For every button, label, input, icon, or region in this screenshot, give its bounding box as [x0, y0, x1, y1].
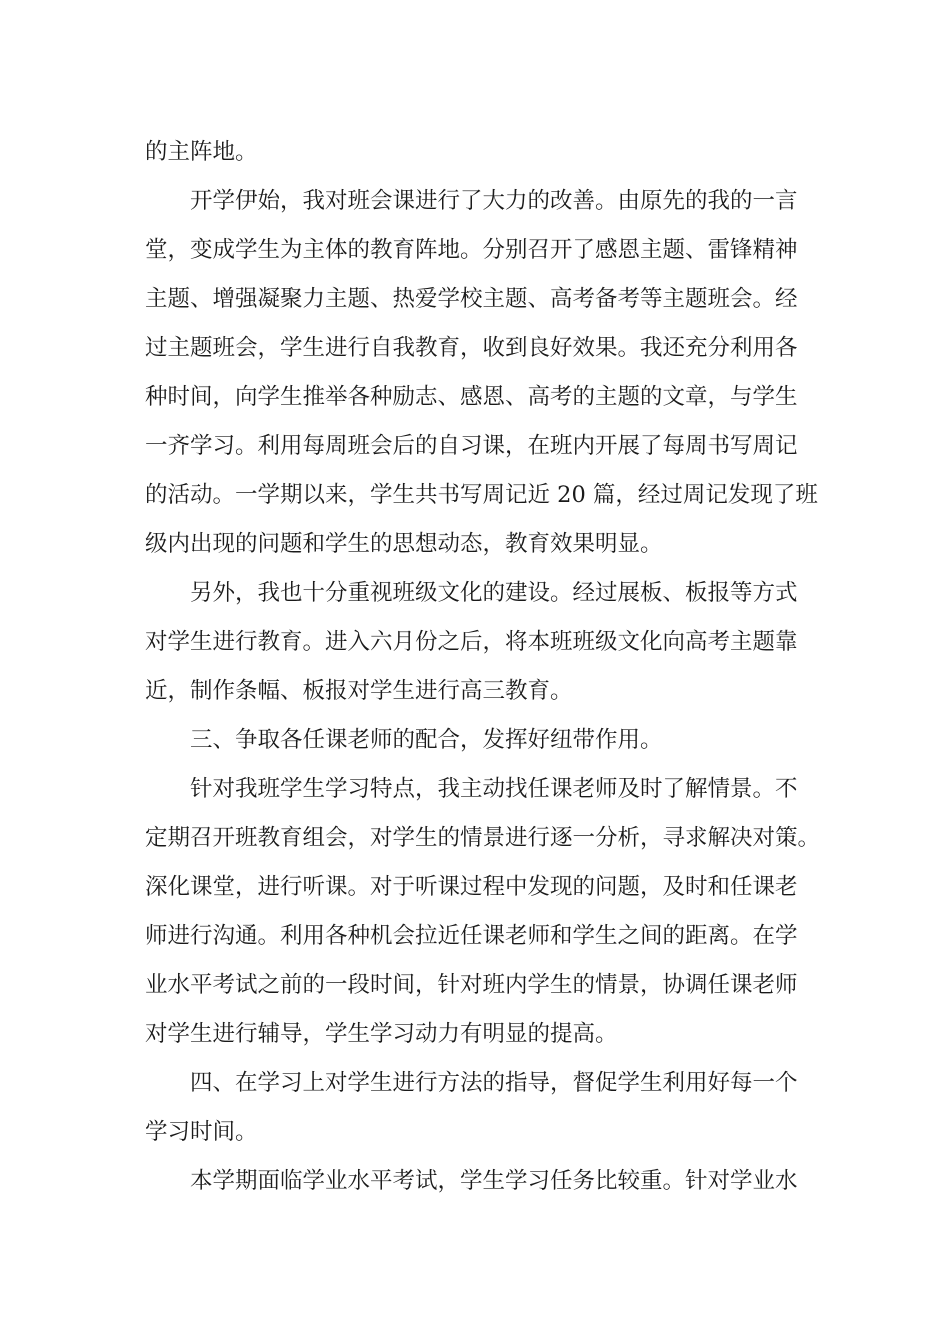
text-line: 学习时间。 [145, 1119, 258, 1145]
paragraph-line: 另外，我也十分重视班级文化的建设。经过展板、板报等方式 [190, 580, 798, 606]
section-heading: 三、争取各任课老师的配合，发挥好纽带作用。 [190, 727, 663, 753]
text-line: 过主题班会，学生进行自我教育，收到良好效果。我还充分利用各 [145, 335, 798, 361]
text-line: 师进行沟通。利用各种机会拉近任课老师和学生之间的距离。在学 [145, 923, 798, 949]
text-line: 近，制作条幅、板报对学生进行高三教育。 [145, 678, 573, 704]
text-line: 级内出现的问题和学生的思想动态，教育效果明显。 [145, 531, 663, 557]
text-line: 深化课堂，进行听课。对于听课过程中发现的问题，及时和任课老 [145, 874, 798, 900]
text-line: 主题、增强凝聚力主题、热爱学校主题、高考备考等主题班会。经 [145, 286, 798, 312]
text-line: 业水平考试之前的一段时间，针对班内学生的情景，协调任课老师 [145, 972, 798, 998]
section-heading: 四、在学习上对学生进行方法的指导，督促学生利用好每一个 [190, 1070, 798, 1096]
text-line: 的主阵地。 [145, 139, 258, 165]
text-line: 种时间，向学生推举各种励志、感恩、高考的主题的文章，与学生 [145, 384, 798, 410]
paragraph-line: 针对我班学生学习特点，我主动找任课老师及时了解情景。不 [190, 776, 798, 802]
text-line: 定期召开班教育组会，对学生的情景进行逐一分析，寻求解决对策。 [145, 825, 821, 851]
text-line: 对学生进行教育。进入六月份之后，将本班班级文化向高考主题靠 [145, 629, 798, 655]
text-line: 对学生进行辅导，学生学习动力有明显的提高。 [145, 1021, 618, 1047]
paragraph-line: 开学伊始，我对班会课进行了大力的改善。由原先的我的一言 [190, 188, 798, 214]
paragraph-line: 本学期面临学业水平考试，学生学习任务比较重。针对学业水 [190, 1168, 798, 1194]
text-line: 堂，变成学生为主体的教育阵地。分别召开了感恩主题、雷锋精神 [145, 237, 798, 263]
text-line: 一齐学习。利用每周班会后的自习课，在班内开展了每周书写周记 [145, 433, 798, 459]
text-line: 的活动。一学期以来，学生共书写周记近 20 篇，经过周记发现了班 [145, 482, 818, 508]
